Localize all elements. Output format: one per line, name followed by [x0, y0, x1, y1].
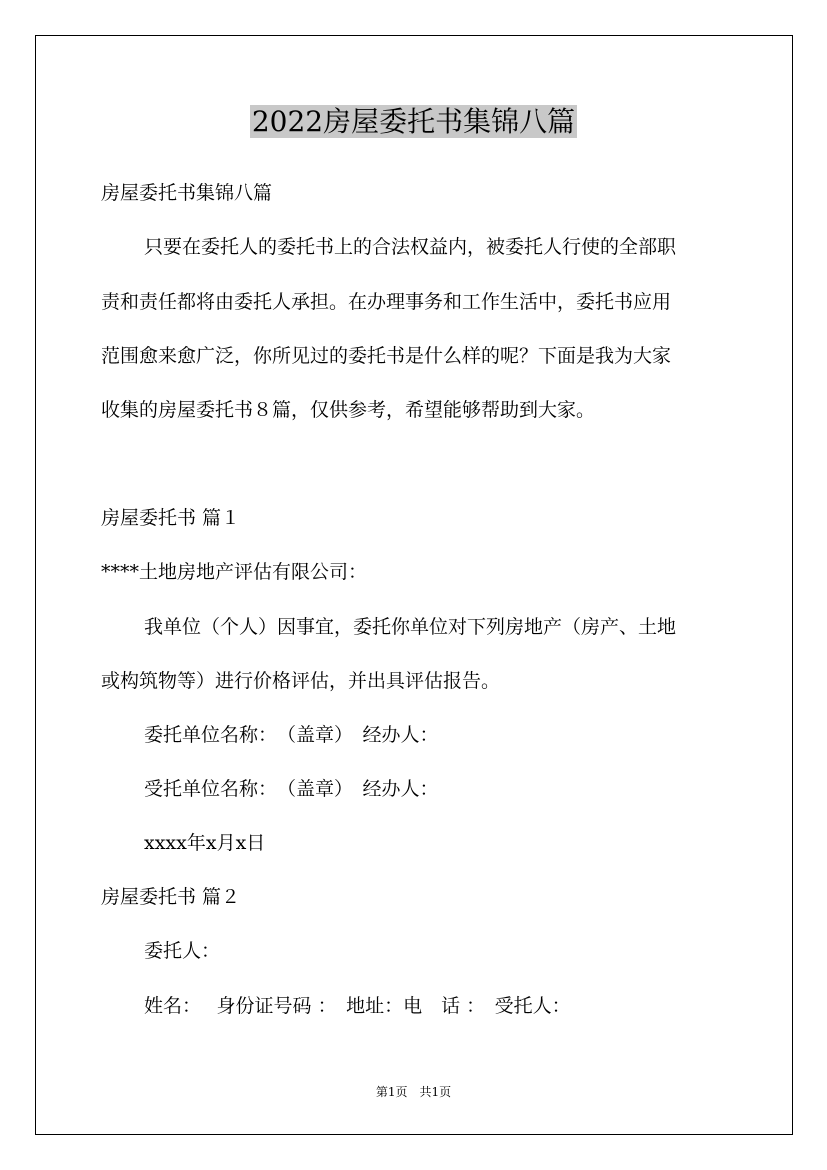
section-1-field-entrusting-unit: 委托单位名称： （盖章） 经办人：	[144, 724, 439, 746]
section-1-field-entrusted-unit: 受托单位名称： （盖章） 经办人：	[144, 778, 439, 800]
section-1-date: xxxx年x月x日	[144, 832, 266, 854]
intro-line-2: 责和责任都将由委托人承担。在办理事务和工作生活中，委托书应用	[101, 291, 672, 313]
section-1-body-line-1: 我单位（个人）因事宜，委托你单位对下列房地产（房产、土地	[144, 616, 677, 638]
section-2-heading: 房屋委托书 篇２	[101, 886, 241, 908]
document-subtitle: 房屋委托书集锦八篇	[101, 182, 273, 204]
section-2-field-row: 姓名： 身份证号码 ： 地址：电 话 ： 受托人：	[144, 995, 571, 1017]
intro-line-3: 范围愈来愈广泛，你所见过的委托书是什么样的呢？下面是我为大家	[101, 345, 672, 367]
document-title: 2022房屋委托书集锦八篇	[251, 105, 576, 138]
intro-line-1: 只要在委托人的委托书上的合法权益内，被委托人行使的全部职	[144, 236, 677, 258]
intro-line-4: 收集的房屋委托书８篇，仅供参考，希望能够帮助到大家。	[101, 399, 596, 421]
section-2-label: 委托人：	[144, 940, 221, 962]
section-1-body-line-2: 或构筑物等）进行价格评估，并出具评估报告。	[101, 670, 501, 692]
section-1-addressee: ****土地房地产评估有限公司：	[101, 561, 368, 583]
section-1-heading: 房屋委托书 篇１	[101, 507, 241, 529]
page-footer: 第1页 共1页	[375, 1085, 452, 1099]
